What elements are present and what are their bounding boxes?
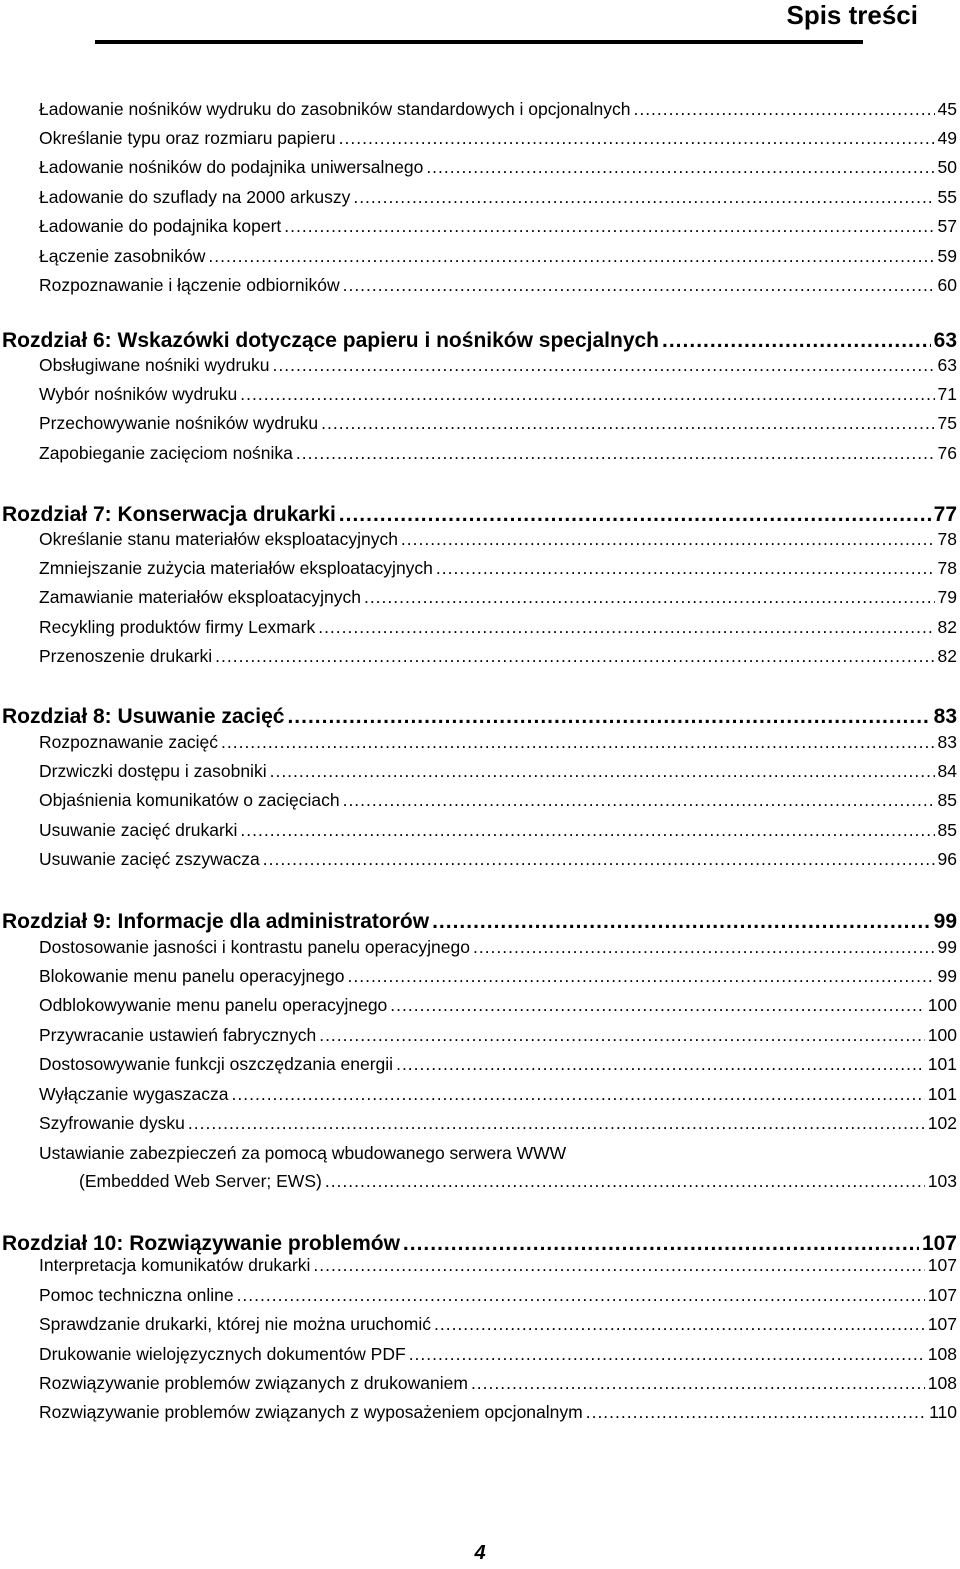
toc-entry-page: 55 — [938, 187, 960, 208]
toc-entry-page: 100 — [928, 995, 960, 1016]
toc-entry-title: Rozwiązywanie problemów związanych z wyposażeniem opcjonalnym — [0, 1402, 583, 1423]
toc-entry-title: Przenoszenie drukarki — [0, 646, 212, 667]
toc-entry-title: Drzwiczki dostępu i zasobniki — [0, 761, 267, 782]
toc-entry[interactable] — [0, 761, 960, 785]
toc-leader-dots — [321, 413, 934, 434]
toc-leader-dots — [339, 503, 931, 527]
toc-entry-title: Szyfrowanie dysku — [0, 1113, 185, 1134]
toc-entry[interactable] — [0, 790, 960, 814]
toc-entry[interactable] — [0, 157, 960, 181]
toc-entry-page: 103 — [928, 1171, 960, 1192]
toc-entry-title: Wybór nośników wydruku — [0, 384, 237, 405]
toc-entry-title: Określanie stanu materiałów eksploatacyjnych — [0, 529, 398, 550]
toc-entry-page: 57 — [938, 216, 960, 237]
toc-entry-title: Określanie typu oraz rozmiaru papieru — [0, 128, 336, 149]
toc-entry-title: Sprawdzanie drukarki, której nie można uruchomić — [0, 1314, 431, 1335]
toc-entry[interactable] — [0, 1314, 960, 1338]
toc-entry-page: 84 — [938, 761, 960, 782]
toc-entry[interactable] — [0, 1285, 960, 1309]
toc-entry-page: 75 — [938, 413, 960, 434]
toc-chapter-page: 83 — [934, 705, 960, 729]
toc-entry-page: 82 — [938, 617, 960, 638]
toc-chapter-title: Rozdział 10: Rozwiązywanie problemów — [2, 1232, 400, 1255]
toc-entry[interactable] — [0, 99, 960, 123]
toc-chapter[interactable] — [0, 705, 960, 733]
toc-entry[interactable] — [0, 1255, 960, 1279]
toc-entry-title: Zamawianie materiałów eksploatacyjnych — [0, 587, 361, 608]
toc-entry-title: Dostosowywanie funkcji oszczędzania energii — [0, 1054, 393, 1075]
toc-leader-dots — [313, 1255, 924, 1276]
toc-entry-page: 96 — [938, 849, 960, 870]
toc-entry-page: 82 — [938, 646, 960, 667]
toc-leader-dots — [318, 617, 934, 638]
toc-entry-title: Łączenie zasobników — [0, 246, 205, 267]
toc-entry-title: Usuwanie zacięć zszywacza — [0, 849, 260, 870]
toc-entry-page: 100 — [928, 1025, 960, 1046]
toc-leader-dots — [353, 187, 934, 208]
toc-leader-dots — [287, 705, 930, 729]
toc-entry-page: 63 — [938, 355, 960, 376]
toc-entry-page: 101 — [928, 1054, 960, 1075]
toc-leader-dots — [662, 329, 931, 353]
toc-leader-dots — [432, 910, 931, 934]
toc-leader-dots — [348, 966, 935, 987]
toc-entry-page: 101 — [928, 1084, 960, 1105]
toc-entry[interactable] — [0, 849, 960, 873]
toc-entry-title: Dostosowanie jasności i kontrastu panelu operacyjnego — [0, 937, 470, 958]
toc-entry-page: 78 — [938, 558, 960, 579]
toc-leader-dots — [390, 995, 925, 1016]
toc-entry-page: 107 — [928, 1255, 960, 1276]
toc-entry-title: Przywracanie ustawień fabrycznych — [0, 1025, 316, 1046]
toc-entry-page: 99 — [938, 966, 960, 987]
toc-entry[interactable] — [0, 1143, 960, 1191]
toc-entry[interactable] — [0, 820, 960, 844]
toc-entry-title: Blokowanie menu panelu operacyjnego — [0, 966, 345, 987]
toc-entry-title: Ładowanie nośników do podajnika uniwersalnego — [0, 157, 423, 178]
toc-entry[interactable] — [0, 128, 960, 152]
toc-entry-title: Zapobieganie zacięciom nośnika — [0, 443, 293, 464]
toc-entry[interactable] — [0, 966, 960, 990]
toc-entry-title: Ładowanie do szuflady na 2000 arkuszy — [0, 187, 350, 208]
toc-entry[interactable] — [0, 995, 960, 1019]
toc-entry-page: 71 — [938, 384, 960, 405]
toc-chapter-title: Rozdział 6: Wskazówki dotyczące papieru i nośników specjalnych — [2, 329, 660, 352]
toc-leader-dots — [284, 216, 934, 237]
toc-entry[interactable] — [0, 246, 960, 270]
toc-entry[interactable] — [0, 558, 960, 582]
toc-entry[interactable] — [0, 1025, 960, 1049]
toc-entry-title: Ustawianie zabezpieczeń za pomocą wbudowanego serwera WWW — [39, 1143, 567, 1163]
toc-leader-dots — [426, 157, 934, 178]
toc-entry-page: 107 — [928, 1314, 960, 1335]
toc-leader-dots — [270, 761, 935, 782]
toc-entry-page: 85 — [938, 820, 960, 841]
header-rule — [95, 40, 863, 44]
toc-entry-page: 60 — [938, 275, 960, 296]
toc-entry-page: 108 — [928, 1373, 960, 1394]
toc-leader-dots — [633, 99, 934, 120]
toc-entry[interactable] — [0, 587, 960, 611]
toc-entry[interactable] — [0, 216, 960, 240]
toc-entry[interactable] — [0, 1344, 960, 1368]
toc-entry-page: 79 — [938, 587, 960, 608]
toc-entry[interactable] — [0, 413, 960, 437]
toc-entry-page: 110 — [929, 1402, 960, 1423]
toc-leader-dots — [208, 246, 934, 267]
toc-entry[interactable] — [0, 1373, 960, 1397]
toc-leader-dots — [319, 1025, 925, 1046]
toc-entry-page: 107 — [928, 1285, 960, 1306]
toc-entry-title: Obsługiwane nośniki wydruku — [0, 355, 270, 376]
toc-leader-dots — [263, 849, 935, 870]
toc-leader-dots — [232, 1084, 925, 1105]
toc-leader-dots — [215, 646, 934, 667]
toc-entry-page: 76 — [938, 443, 960, 464]
toc-chapter[interactable] — [0, 910, 960, 938]
toc-entry-page: 85 — [938, 790, 960, 811]
toc-leader-dots — [434, 1314, 925, 1335]
toc-entry-title: Drukowanie wielojęzycznych dokumentów PDF — [0, 1344, 406, 1365]
toc-chapter-title: Rozdział 7: Konserwacja drukarki — [2, 503, 336, 526]
toc-entry-title: Ładowanie do podajnika kopert — [0, 216, 281, 237]
toc-entry-title: Rozpoznawanie i łączenie odbiorników — [0, 275, 340, 296]
toc-entry-page: 99 — [938, 937, 960, 958]
toc-entry-page: 45 — [938, 99, 960, 120]
toc-entry[interactable] — [0, 646, 960, 670]
toc-leader-dots — [396, 1054, 925, 1075]
toc-leader-dots — [221, 732, 935, 753]
toc-leader-dots — [403, 1232, 919, 1256]
toc-leader-dots — [325, 1171, 925, 1192]
toc-entry-title: Objaśnienia komunikatów o zacięciach — [0, 790, 340, 811]
toc-entry-title: Interpretacja komunikatów drukarki — [0, 1255, 310, 1276]
toc-chapter-title: Rozdział 9: Informacje dla administratorów — [2, 910, 430, 933]
toc-leader-dots — [237, 1285, 925, 1306]
toc-chapter-page: 77 — [934, 503, 960, 527]
toc-entry-title: Rozwiązywanie problemów związanych z drukowaniem — [0, 1373, 468, 1394]
toc-entry[interactable] — [0, 355, 960, 379]
toc-entry[interactable] — [0, 732, 960, 756]
toc-entry[interactable] — [0, 617, 960, 641]
toc-entry-title: Usuwanie zacięć drukarki — [0, 820, 237, 841]
toc-entry-title: Przechowywanie nośników wydruku — [0, 413, 318, 434]
toc-leader-dots — [401, 529, 935, 550]
toc-entry[interactable] — [0, 1054, 960, 1078]
toc-entry[interactable] — [0, 937, 960, 961]
toc-entry-title-continued: (Embedded Web Server; EWS) — [0, 1171, 322, 1192]
toc-leader-dots — [586, 1402, 926, 1423]
toc-leader-dots — [188, 1113, 925, 1134]
toc-chapter[interactable] — [0, 503, 960, 531]
toc-entry[interactable] — [0, 384, 960, 408]
toc-chapter-page: 99 — [934, 910, 960, 934]
toc-chapter-page: 107 — [922, 1232, 960, 1256]
toc-leader-dots — [436, 558, 935, 579]
toc-entry[interactable] — [0, 1084, 960, 1108]
page-number: 4 — [474, 1542, 486, 1564]
toc-entry-page: 83 — [938, 732, 960, 753]
toc-leader-dots — [471, 1373, 925, 1394]
toc-entry-title: Wyłączanie wygaszacza — [0, 1084, 229, 1105]
toc-leader-dots — [240, 820, 934, 841]
toc-chapter[interactable] — [0, 329, 960, 357]
toc-leader-dots — [409, 1344, 925, 1365]
toc-entry-title: Pomoc techniczna online — [0, 1285, 234, 1306]
toc-entry[interactable] — [0, 1402, 960, 1426]
toc-entry-title: Recykling produktów firmy Lexmark — [0, 617, 315, 638]
page-title: Spis treści — [786, 0, 918, 30]
toc-entry-page: 50 — [938, 157, 960, 178]
toc-leader-dots — [343, 275, 935, 296]
toc-entry[interactable] — [0, 443, 960, 467]
toc-chapter-title: Rozdział 8: Usuwanie zacięć — [2, 705, 285, 728]
toc-entry[interactable] — [0, 187, 960, 211]
toc-leader-dots — [364, 587, 935, 608]
toc-entry[interactable] — [0, 529, 960, 553]
toc-entry-page: 108 — [928, 1344, 960, 1365]
toc-leader-dots — [273, 355, 935, 376]
toc-leader-dots — [473, 937, 935, 958]
toc-entry-title: Zmniejszanie zużycia materiałów eksploatacyjnych — [0, 558, 433, 579]
toc-entry-title: Rozpoznawanie zacięć — [0, 732, 218, 753]
toc-entry-title: Ładowanie nośników wydruku do zasobników standardowych i opcjonalnych — [0, 99, 630, 120]
toc-leader-dots — [240, 384, 934, 405]
toc-entry-page: 49 — [938, 128, 960, 149]
toc-entry-page: 102 — [928, 1113, 960, 1134]
toc-entry-page: 59 — [938, 246, 960, 267]
toc-leader-dots — [343, 790, 935, 811]
toc-leader-dots — [339, 128, 935, 149]
toc-entry[interactable] — [0, 275, 960, 299]
toc-leader-dots — [296, 443, 935, 464]
toc-chapter-page: 63 — [934, 329, 960, 353]
toc-entry[interactable] — [0, 1113, 960, 1137]
toc-entry-page: 78 — [938, 529, 960, 550]
toc-entry-title: Odblokowywanie menu panelu operacyjnego — [0, 995, 387, 1016]
